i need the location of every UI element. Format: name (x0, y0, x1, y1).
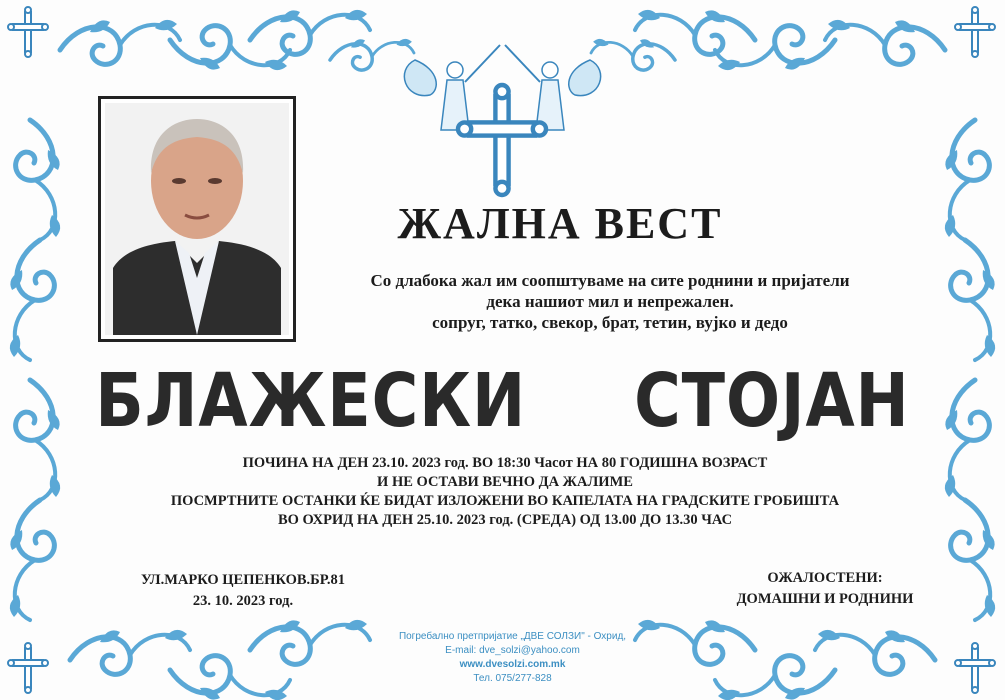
orthodox-cross-icon (8, 7, 48, 57)
funeral-home-footer (340, 630, 685, 686)
orthodox-cross-icon (955, 643, 995, 693)
address: УЛ.МАРКО ЦЕПЕНКОВ.БР.81 (141, 572, 345, 588)
portrait-photo (98, 96, 296, 342)
mourners-block (690, 568, 960, 610)
intro-text (330, 270, 890, 333)
details-line: ВО ОХРИД НА ДЕН 25.10. 2023 год. (СРЕДА) ОД 13.00 ДО 13.30 ЧАС (277, 512, 733, 528)
angels-with-cross-icon (404, 45, 600, 195)
funeral-details (150, 454, 860, 530)
address-block (118, 570, 368, 612)
top-left-ornament (60, 10, 414, 70)
mourners: ДОМАШНИ И РОДНИНИ (736, 591, 914, 607)
portrait-image (105, 103, 289, 335)
right-ornament (945, 120, 995, 620)
intro-line: сопруг, татко, свекор, брат, тетин, вујко и дедо (432, 313, 788, 332)
phone: Тел. 075/277-828 (473, 673, 552, 684)
website: www.dvesolzi.com.mk (459, 659, 566, 670)
intro-line: дека нашиот мил и непрежален. (486, 292, 734, 311)
mourners-label: ОЖАЛОСТЕНИ: (767, 570, 883, 586)
company-name: Погребално претпријатие „ДВЕ СОЛЗИ" - Охрид, (398, 631, 627, 642)
notice-title: ЖАЛНА ВЕСТ (397, 199, 723, 248)
deceased-name: БЛАЖЕСКИ СТОЈАН (95, 358, 910, 444)
details-line: ПОЧИНА НА ДЕН 23.10. 2023 год. ВО 18:30 Часот НА 80 ГОДИШНА ВОЗРАСТ (242, 455, 768, 471)
details-line: И НЕ ОСТАВИ ВЕЧНО ДА ЖАЛИМЕ (377, 474, 633, 490)
top-right-ornament (591, 10, 945, 70)
intro-line: Со длабока жал им соопштуваме на сите роднини и пријатели (370, 271, 850, 290)
orthodox-cross-icon (955, 7, 995, 57)
notice-date: 23. 10. 2023 год. (192, 593, 294, 609)
details-line: ПОСМРТНИТЕ ОСТАНКИ ЌЕ БИДАТ ИЗЛОЖЕНИ ВО КАПЕЛАТА НА ГРАДСКИТЕ ГРОБИШТА (170, 493, 840, 509)
left-ornament (10, 120, 60, 620)
orthodox-cross-icon (8, 643, 48, 693)
email: E-mail: dve_solzi@yahoo.com (445, 645, 580, 656)
